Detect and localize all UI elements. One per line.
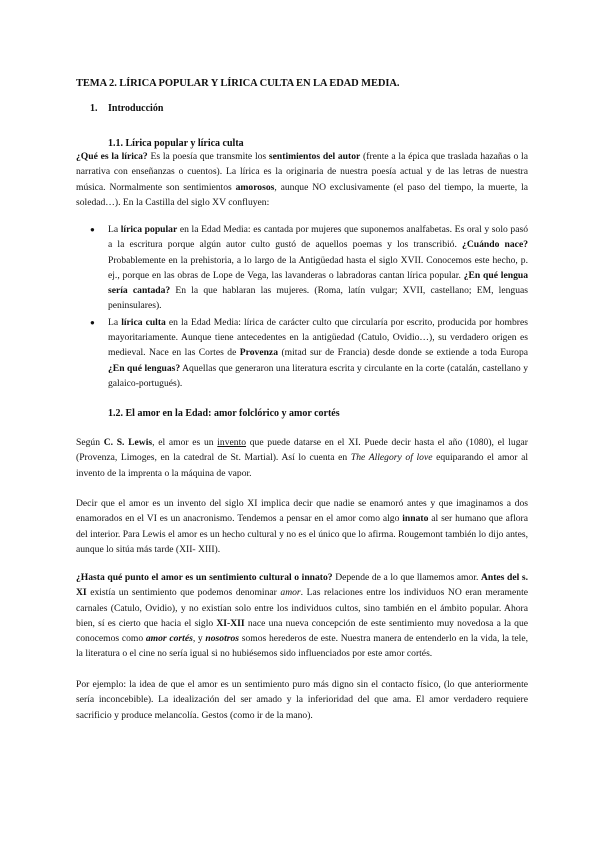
- list-item-lirica-popular: [90, 222, 528, 314]
- text-run: equiparando el amor al invento de la imprenta o la máquina de vapor.: [76, 452, 529, 479]
- subsection-heading-lirica: 1.1. Lírica popular y lírica culta: [108, 138, 244, 149]
- question-text: ¿Hasta qué punto el amor es un sentimiento cultural o innato?: [76, 572, 333, 583]
- page-title: TEMA 2. LÍRICA POPULAR Y LÍRICA CULTA EN LA EDAD MEDIA.: [76, 78, 400, 89]
- text-run: Aquellas que generaron una literatura escrita y circulante en la corte (catalán, castellano y galaico-portugués).: [108, 362, 528, 389]
- paragraph-que-es-lirica: [76, 149, 528, 210]
- question-text: ¿Qué es la lírica?: [76, 151, 148, 162]
- question-text: ¿En qué lengua sería cantada?: [108, 269, 528, 297]
- bold-text: Antes del s. XI: [76, 572, 529, 599]
- text-run: La: [108, 224, 121, 235]
- text-run: (mitad sur de Francia) desde donde se extiende a toda Europa: [278, 347, 529, 359]
- list-item-lirica-culta: [90, 315, 528, 391]
- section-heading-text: Introducción: [108, 103, 164, 114]
- bold-text: lírica culta: [121, 316, 166, 328]
- text-run: Según: [76, 437, 104, 448]
- text-run: nace una nueva concepción de este sentimiento muy novedosa a la que conocemos como: [76, 617, 528, 645]
- paragraph-lewis: [76, 435, 528, 481]
- bold-text: Provenza: [239, 347, 278, 359]
- underlined-text: invento: [217, 437, 247, 448]
- book-title: The Allegory of love: [350, 452, 433, 464]
- bold-text: amorosos: [235, 181, 275, 193]
- bold-italic-text: nosotros: [205, 633, 240, 645]
- text-run: , el amor es un: [152, 437, 218, 448]
- question-text: ¿En qué lenguas?: [108, 362, 181, 374]
- bullet-icon: ●: [90, 317, 95, 327]
- bold-text: XI-XII: [216, 617, 245, 629]
- text-run: Es la poesía que transmite los: [147, 151, 269, 162]
- section-heading-introduccion: [90, 103, 163, 114]
- text-run: Por ejemplo: la idea de que el amor es un sentimiento puro más digno sin el contacto físico, (lo que anteriormente sería inconcebible). La idealización del ser amado y la inferioridad del que ama. El amor verdadero requiere sacrificio y produce melancolía. Gestos (como ir de la mano).: [76, 679, 528, 721]
- bold-text: C. S. Lewis: [103, 437, 153, 448]
- text-run: En la que hablaran las mujeres. (Roma, latín vulgar; XVII, castellano; EM, lenguas peninsulares).: [108, 285, 528, 312]
- bold-text: lírica popular: [120, 224, 178, 235]
- text-run: , y: [192, 633, 206, 645]
- paragraph-invento: [76, 496, 528, 557]
- subsection-heading-amor: 1.2. El amor en la Edad: amor folclórico y amor cortés: [108, 408, 340, 419]
- section-number: 1.: [90, 103, 98, 114]
- text-run: (frente a la épica que traslada hazañas o la narrativa con enseñanzas o cuentos). La lírica es la originaria de nuestra poesía actual y de las letras de nuestra música. Normalmente son sentimientos: [76, 151, 528, 193]
- question-text: ¿Cuándo nace?: [462, 239, 528, 251]
- text-run: . Las relaciones entre los individuos NO eran meramente carnales (Catulo, Ovidio), y no existían solo entre los individuos cultos, sino también en el ámbito popular. Ahora bien, sí es cierto que hacia el siglo: [76, 587, 528, 629]
- text-run: que puede datarse en el XI. Puede decir hasta el año (1080), el lugar (Provenza, Limoges, en la catedral de St. Martial). Así lo cuenta en: [76, 437, 528, 464]
- paragraph-ejemplo: [76, 677, 528, 723]
- paragraph-cultural-innato: [76, 570, 528, 662]
- text-run: Probablemente en la prehistoria, a lo largo de la Antigüedad hasta el siglo XVII. Conocemos este hecho, p. ej., porque en las obras de Lope de Vega, las lavanderas o labradoras cantan lírica popular.: [108, 254, 528, 281]
- text-run: existía un sentimiento que podemos denominar: [86, 587, 281, 599]
- bold-text: sentimientos del autor: [268, 151, 361, 162]
- text-run: La: [108, 316, 122, 328]
- text-run: , aunque NO exclusivamente (el paso del tiempo, la muerte, la soledad…). En la Castilla del siglo XV confluyen:: [76, 181, 528, 208]
- text-run: en la Edad Media: es cantada por mujeres que suponemos analfabetas. Es oral y solo pasó a la escritura porque algún autor culto gustó de aquellos poemas y los transcribió.: [108, 224, 528, 251]
- text-run: en la Edad Media: lírica de carácter culto que circularía por escrito, producida por hombres mayoritariamente. Aunque tiene antecedentes en la antigüedad (Catulo, Ovidio…), su verdadero origen es medieval. Nace en las Cortes de: [108, 316, 528, 359]
- text-run: al ser humano que aflora del interior. Para Lewis el amor es un hecho cultural y no es el único que lo afirma. Rougemont también lo dijo antes, aunque lo sitúa más tarde (XII- XIII).: [76, 513, 528, 555]
- text-run: Decir que el amor es un invento del siglo XI implica decir que nadie se enamoró antes y que imaginamos a dos enamorados en el VI es un anacronismo. Tendemos a pensar en el amor como algo: [76, 498, 528, 525]
- bold-text: innato: [402, 513, 429, 525]
- bullet-list: [90, 222, 528, 392]
- bullet-icon: ●: [90, 225, 95, 234]
- bold-italic-text: amor cortés: [145, 633, 193, 645]
- italic-text: amor: [280, 587, 301, 599]
- text-run: Depende de a lo que llamemos amor.: [332, 572, 481, 583]
- text-run: somos herederos de este. Nuestra manera de entenderlo en la vida, la tele, la literatura o el cine no sería igual si no hubiésemos sido influenciados por este amor cortés.: [76, 633, 528, 660]
